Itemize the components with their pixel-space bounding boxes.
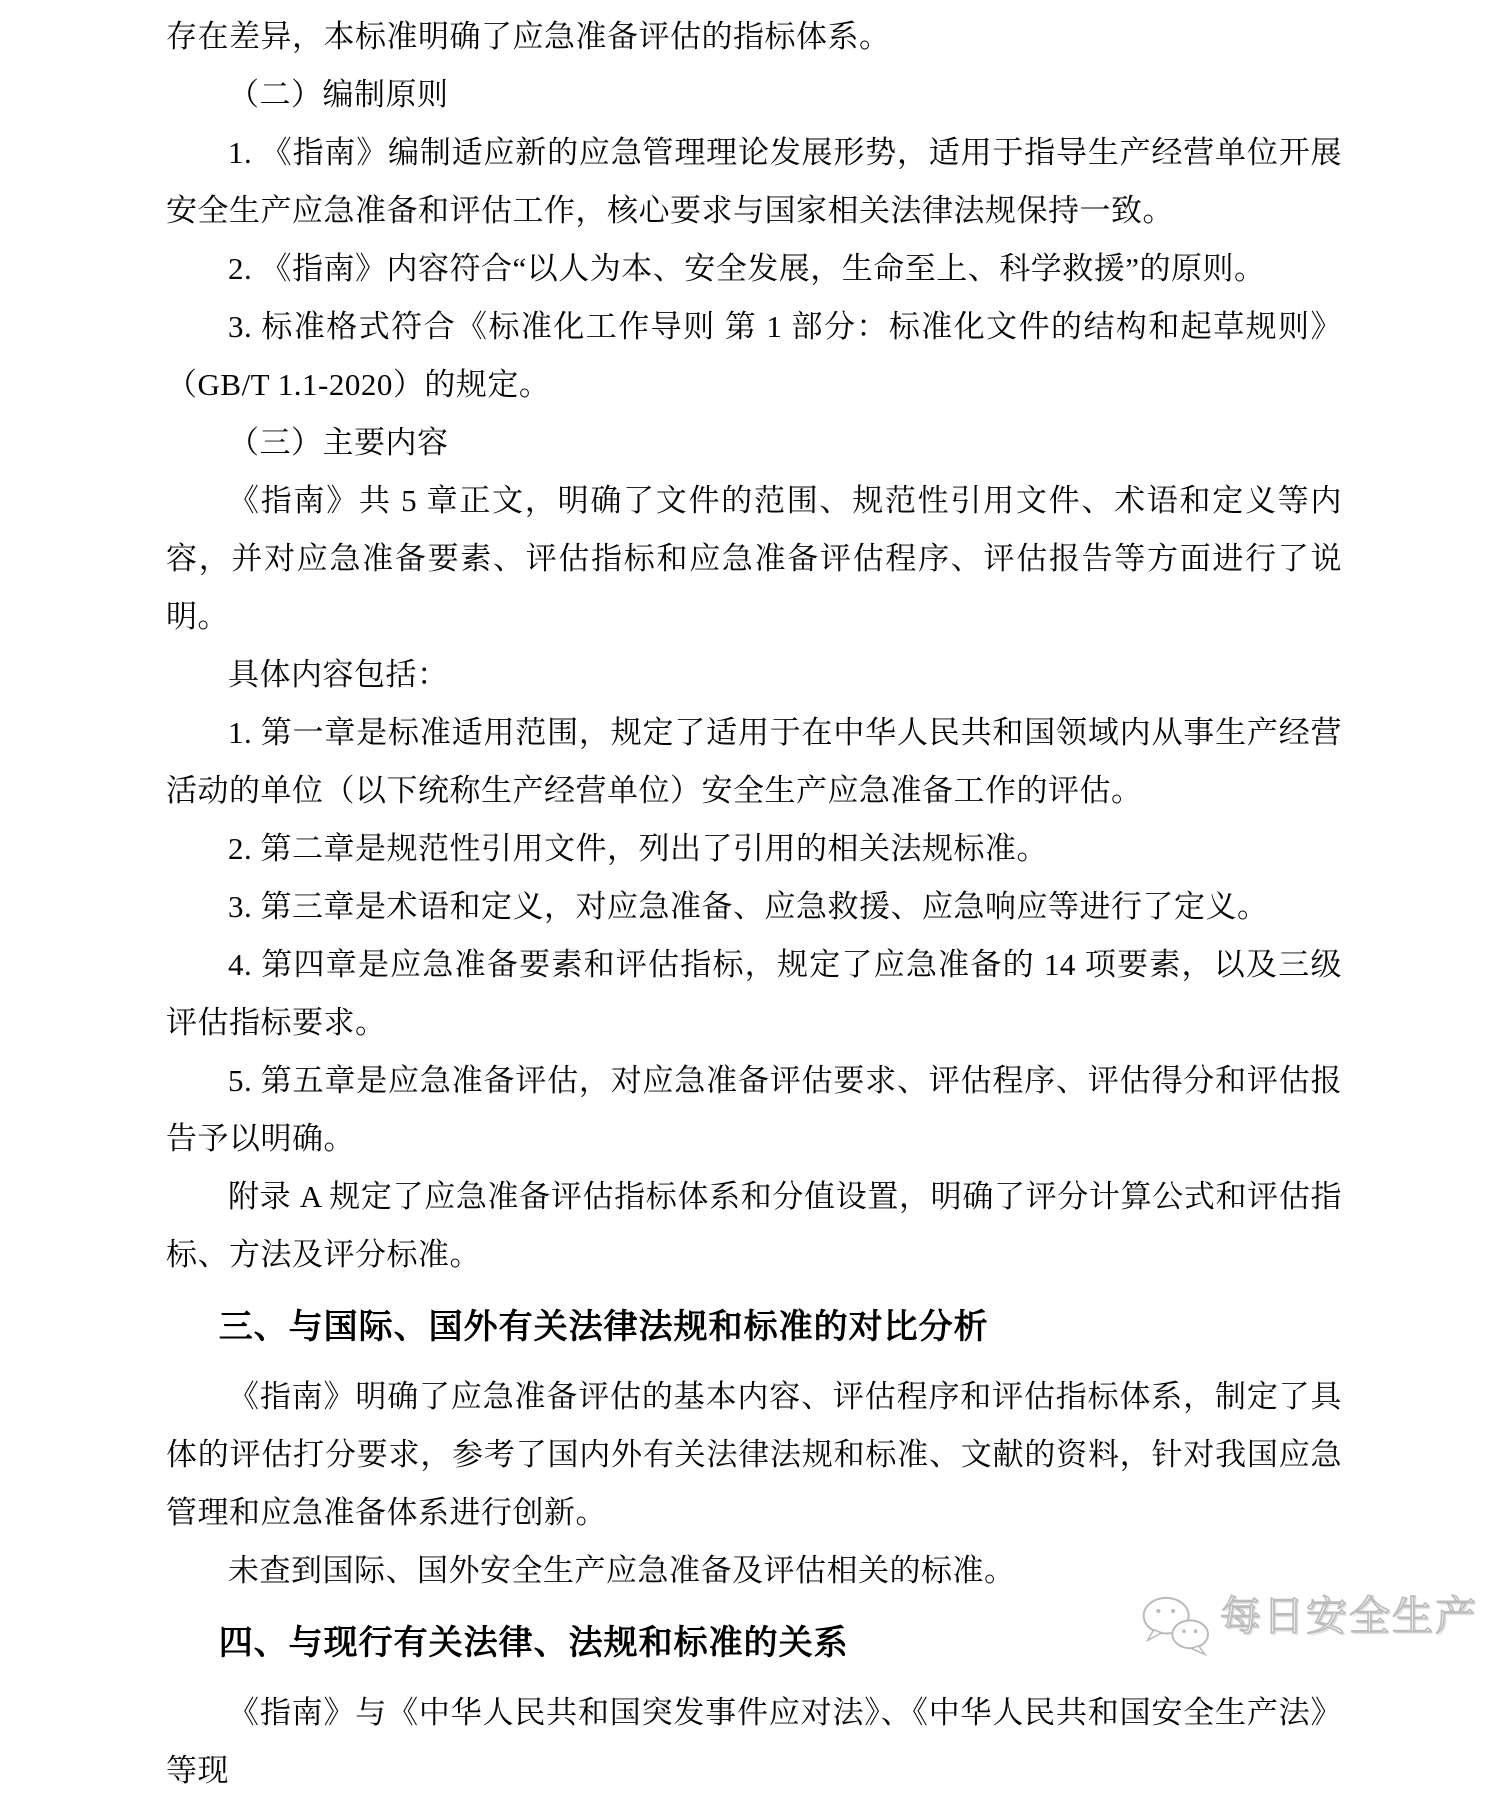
paragraph: 《指南》与《中华人民共和国突发事件应对法》、《中华人民共和国安全生产法》等现	[166, 1695, 1342, 1788]
paragraph: （二）编制原则	[228, 77, 449, 112]
paragraph: 5. 第五章是应急准备评估，对应急准备评估要求、评估程序、评估得分和评估报告予以明确。	[166, 1063, 1342, 1156]
paragraph: 2. 《指南》内容符合“以人为本、安全发展，生命至上、科学救援”的原则。	[228, 251, 1266, 286]
paragraph: （三）主要内容	[228, 425, 449, 460]
paragraph: 附录 A 规定了应急准备评估指标体系和分值设置，明确了评分计算公式和评估指标、方法及评分标准。	[166, 1179, 1342, 1272]
paragraph: 存在差异，本标准明确了应急准备评估的指标体系。	[166, 19, 891, 54]
paragraph: 《指南》共 5 章正文，明确了文件的范围、规范性引用文件、术语和定义等内容，并对应急准备要素、评估指标和应急准备评估程序、评估报告等方面进行了说明。	[166, 483, 1342, 634]
paragraph: 1. 第一章是标准适用范围，规定了适用于在中华人民共和国领域内从事生产经营活动的单位（以下统称生产经营单位）安全生产应急准备工作的评估。	[166, 715, 1342, 808]
paragraph: 2. 第二章是规范性引用文件，列出了引用的相关法规标准。	[228, 831, 1048, 866]
paragraph: 未查到国际、国外安全生产应急准备及评估相关的标准。	[228, 1553, 1016, 1588]
paragraph: 具体内容包括：	[228, 657, 449, 692]
paragraph: 1. 《指南》编制适应新的应急管理理论发展形势，适用于指导生产经营单位开展安全生产应急准备和评估工作，核心要求与国家相关法律法规保持一致。	[166, 135, 1342, 228]
paragraph: 3. 标准格式符合《标准化工作导则 第 1 部分：标准化文件的结构和起草规则》（GB/T 1.1-2020）的规定。	[166, 309, 1342, 402]
watermark-text: 每日安全生产	[1220, 1593, 1478, 1639]
section-heading: 四、与现行有关法律、法规和标准的关系	[218, 1624, 849, 1662]
paragraph: 《指南》明确了应急准备评估的基本内容、评估程序和评估指标体系，制定了具体的评估打分要求，参考了国内外有关法律法规和标准、文献的资料，针对我国应急管理和应急准备体系进行创新。	[166, 1379, 1342, 1530]
document-body	[166, 8, 1342, 1800]
paragraph: 3. 第三章是术语和定义，对应急准备、应急救援、应急响应等进行了定义。	[228, 889, 1269, 924]
paragraph: 4. 第四章是应急准备要素和评估指标，规定了应急准备的 14 项要素，以及三级评估指标要求。	[166, 947, 1342, 1040]
section-heading: 三、与国际、国外有关法律法规和标准的对比分析	[218, 1308, 989, 1346]
